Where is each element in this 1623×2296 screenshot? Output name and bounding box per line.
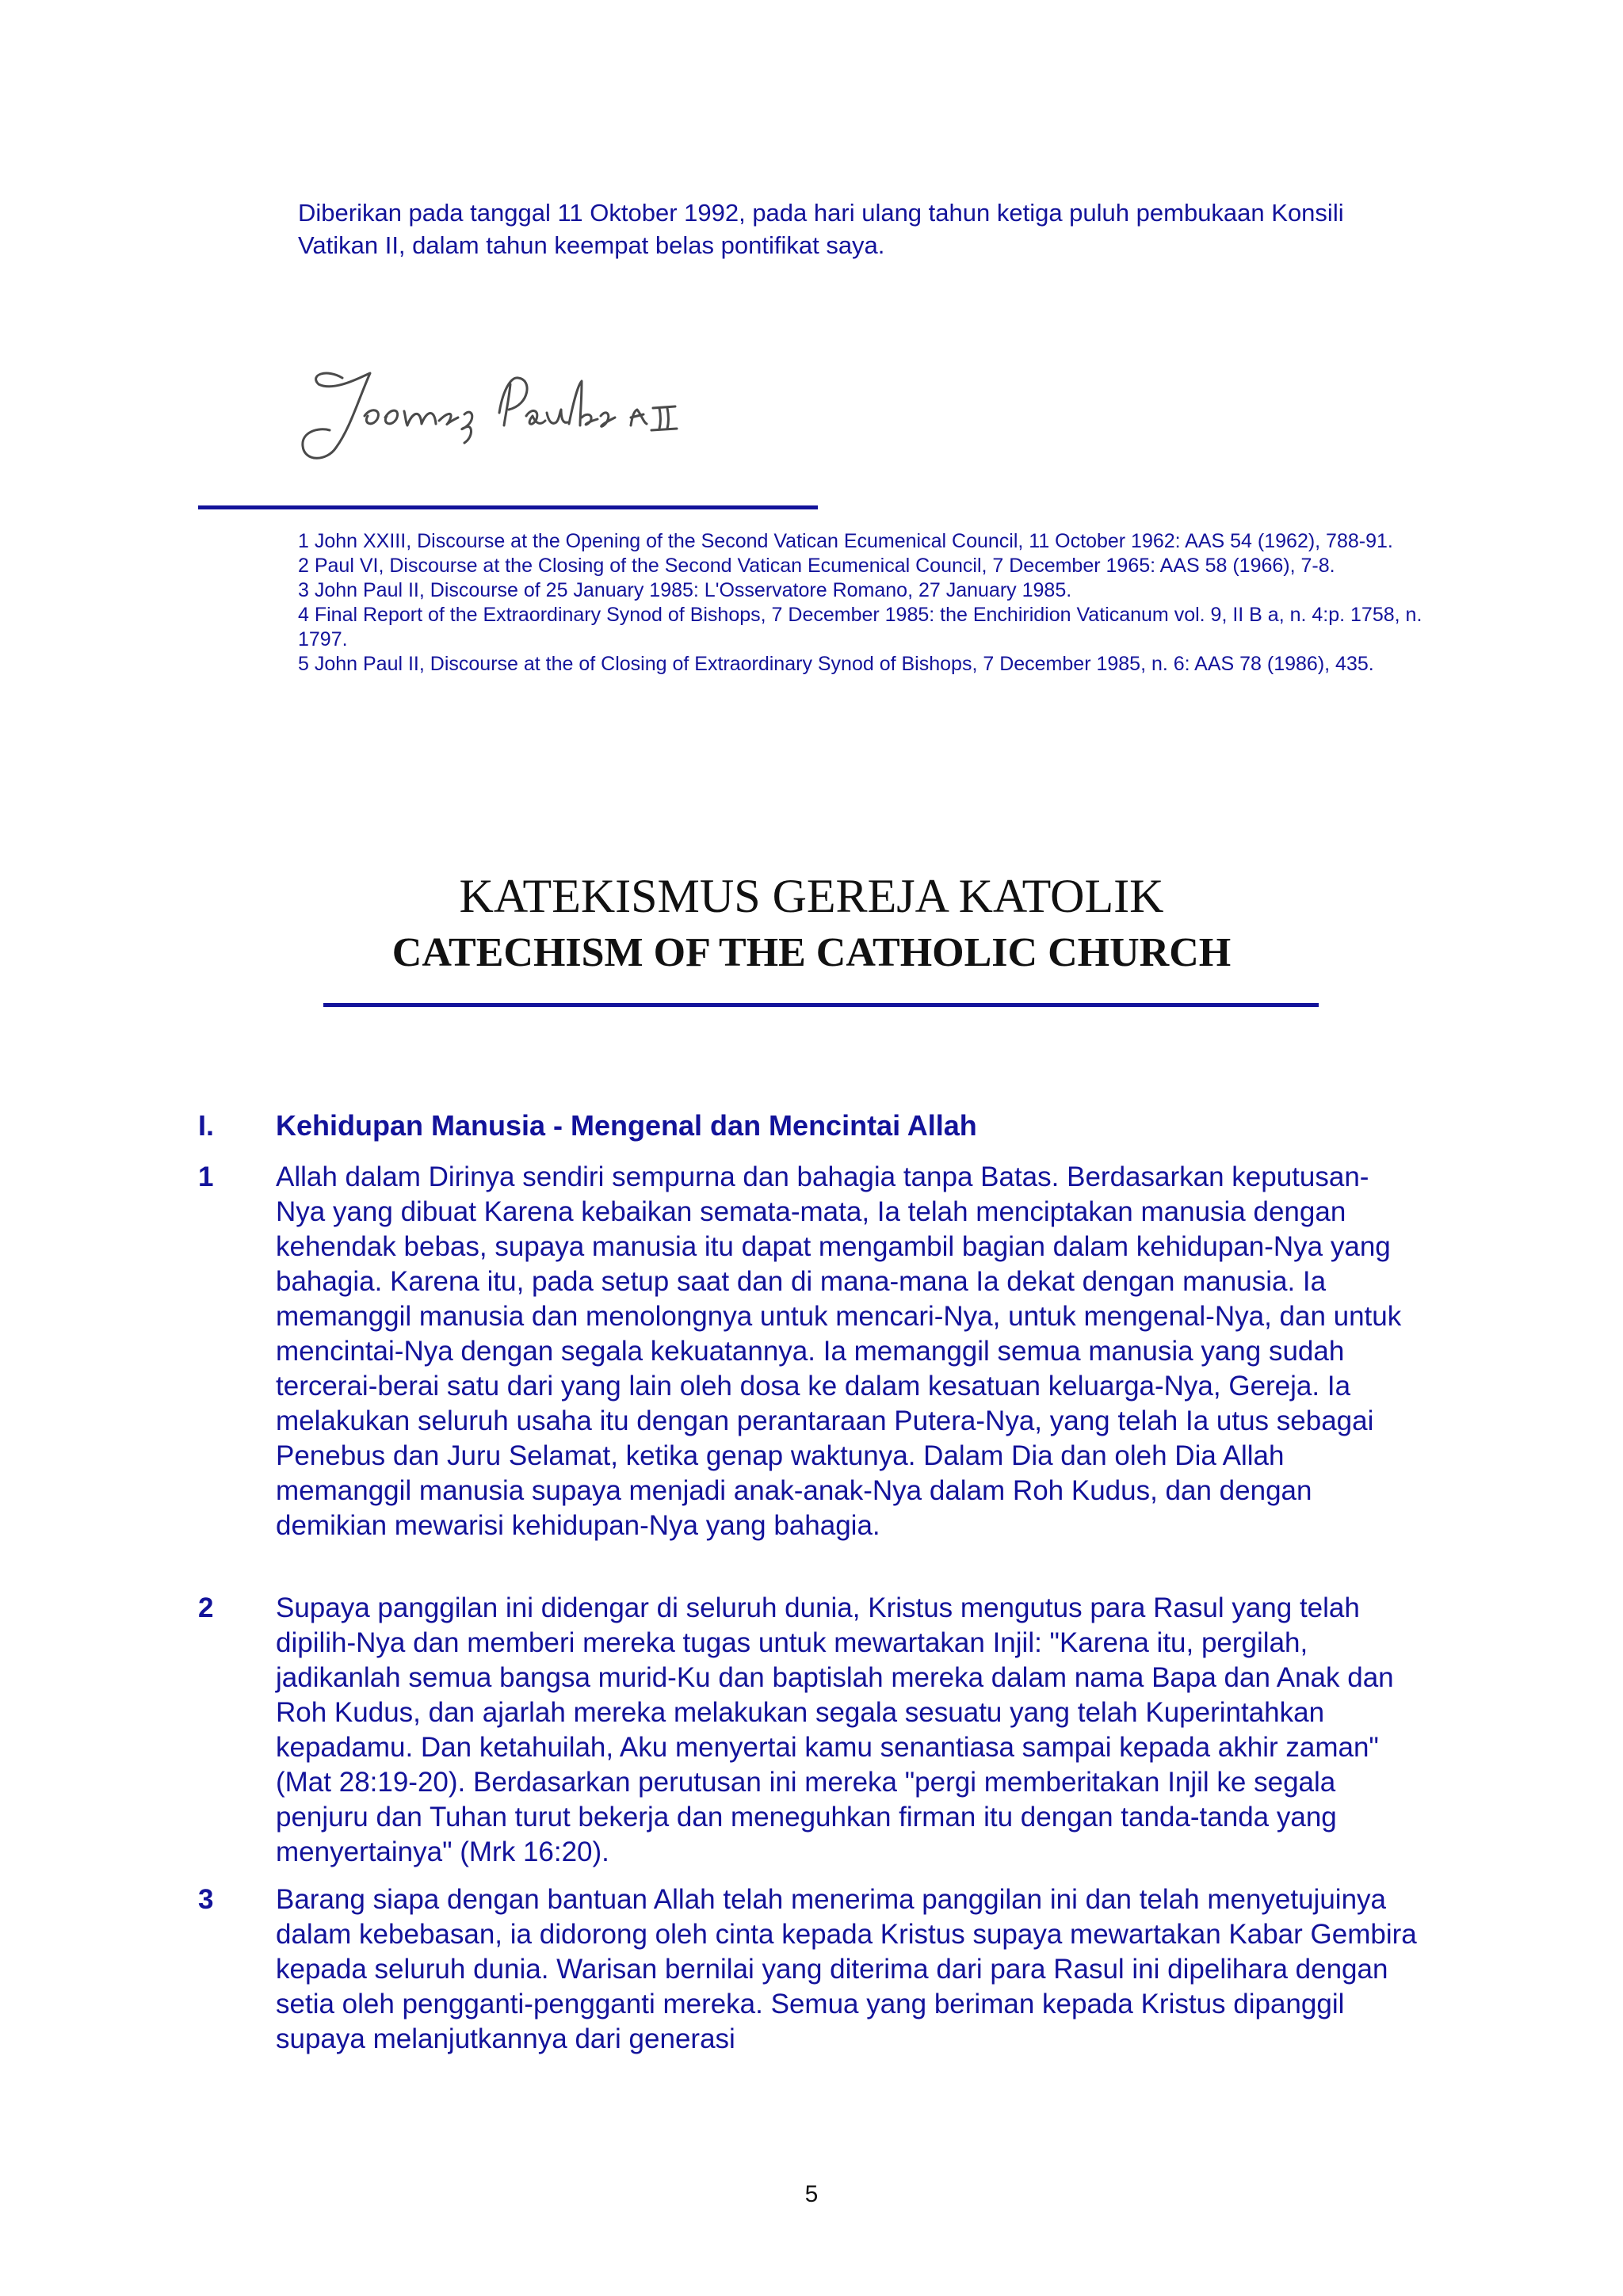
paragraph-3: Barang siapa dengan bantuan Allah telah menerima panggilan ini dan telah menyetujuinya dalam kebebasan, ia didorong oleh cinta kepada Kristus supaya mewartakan Kabar Gembira kepada seluruh dunia. Warisan bernilai yang diterima dari para Rasul ini dipelihara dengan setia oleh pengganti-pengganti mereka. Semua yang beriman kepada Kristus dipanggil supaya melanjutkannya dari generasi <box>276 1884 1417 2054</box>
paragraph-number-1: 1 <box>198 1161 214 1192</box>
footnote-3: 3 John Paul II, Discourse of 25 January 1985: L'Osservatore Romano, 27 January 1985. <box>298 579 1072 601</box>
footnote-5: 5 John Paul II, Discourse at the of Closing of Extraordinary Synod of Bishops, 7 December 1985, n. 6: AAS 78 (1986), 435. <box>298 653 1374 675</box>
paragraph-number-3: 3 <box>198 1884 214 1915</box>
section-heading: Kehidupan Manusia - Mengenal dan Mencintai Allah <box>276 1109 977 1142</box>
footnote-4: 4 Final Report of the Extraordinary Synod of Bishops, 7 December 1985: the Enchiridion Vaticanum vol. 9, II B a, n. 4:p. 1758, n. 1797. <box>298 604 1423 650</box>
footnote-1: 1 John XXIII, Discourse at the Opening of the Second Vatican Ecumenical Council, 11 October 1962: AAS 54 (1962), 788-91. <box>298 530 1393 552</box>
footnote-separator <box>198 505 818 509</box>
section-number: I. <box>198 1109 215 1142</box>
paragraph-1: Allah dalam Dirinya sendiri sempurna dan bahagia tanpa Batas. Berdasarkan keputusan-Nya yang dibuat Karena kebaikan semata-mata, Ia telah menciptakan manusia dengan kehendak bebas, supaya manusia itu dapat mengambil bagian dalam kehidupan-Nya yang bahagia. Karena itu, pada setup saat dan di mana-mana Ia dekat dengan manusia. Ia memanggil manusia dan menolongnya untuk mencari-Nya, untuk mengenal-Nya, dan untuk mencintai-Nya dengan segala kekuatannya. Ia memanggil semua manusia yang sudah tercerai-berai satu dari yang lain oleh dosa ke dalam kesatuan keluarga-Nya, Gereja. Ia melakukan seluruh usaha itu dengan perantaraan Putera-Nya, yang telah Ia utus sebagai Penebus dan Juru Selamat, ketika genap waktunya. Dalam Dia dan oleh Dia Allah memanggil manusia supaya menjadi anak-anak-Nya dalam Roh Kudus, dan dengan demikian mewarisi kehidupan-Nya yang bahagia. <box>276 1161 1402 1541</box>
document-title: KATEKISMUS GEREJA KATOLIK <box>459 870 1164 922</box>
footnote-2: 2 Paul VI, Discourse at the Closing of the Second Vatican Ecumenical Council, 7 December 1965: AAS 58 (1966), 7-8. <box>298 555 1335 577</box>
page-number: 5 <box>804 2181 819 2207</box>
signature-image <box>295 360 707 471</box>
title-underline <box>323 1003 1319 1007</box>
footnotes-list <box>298 529 1423 677</box>
paragraph-number-2: 2 <box>198 1592 214 1623</box>
document-subtitle: CATECHISM OF THE CATHOLIC CHURCH <box>391 930 1232 975</box>
paragraph-2: Supaya panggilan ini didengar di seluruh dunia, Kristus mengutus para Rasul yang telah dipilih-Nya dan memberi mereka tugas untuk mewartakan Injil: "Karena itu, pergilah, jadikanlah semua bangsa murid-Ku dan baptislah mereka dalam nama Bapa dan Anak dan Roh Kudus, dan ajarlah mereka melakukan segala sesuatu yang telah Kuperintahkan kepadamu. Dan ketahuilah, Aku menyertai kamu senantiasa sampai kepada akhir zaman" (Mat 28:19-20). Berdasarkan perutusan ini mereka "pergi memberitakan Injil ke segala penjuru dan Tuhan turut bekerja dan meneguhkan firman itu dengan tanda-tanda yang menyertainya" (Mrk 16:20). <box>276 1592 1394 1867</box>
given-date-text: Diberikan pada tanggal 11 Oktober 1992, pada hari ulang tahun ketiga puluh pembukaan Konsili Vatikan II, dalam tahun keempat belas pontifikat saya. <box>298 199 1344 259</box>
